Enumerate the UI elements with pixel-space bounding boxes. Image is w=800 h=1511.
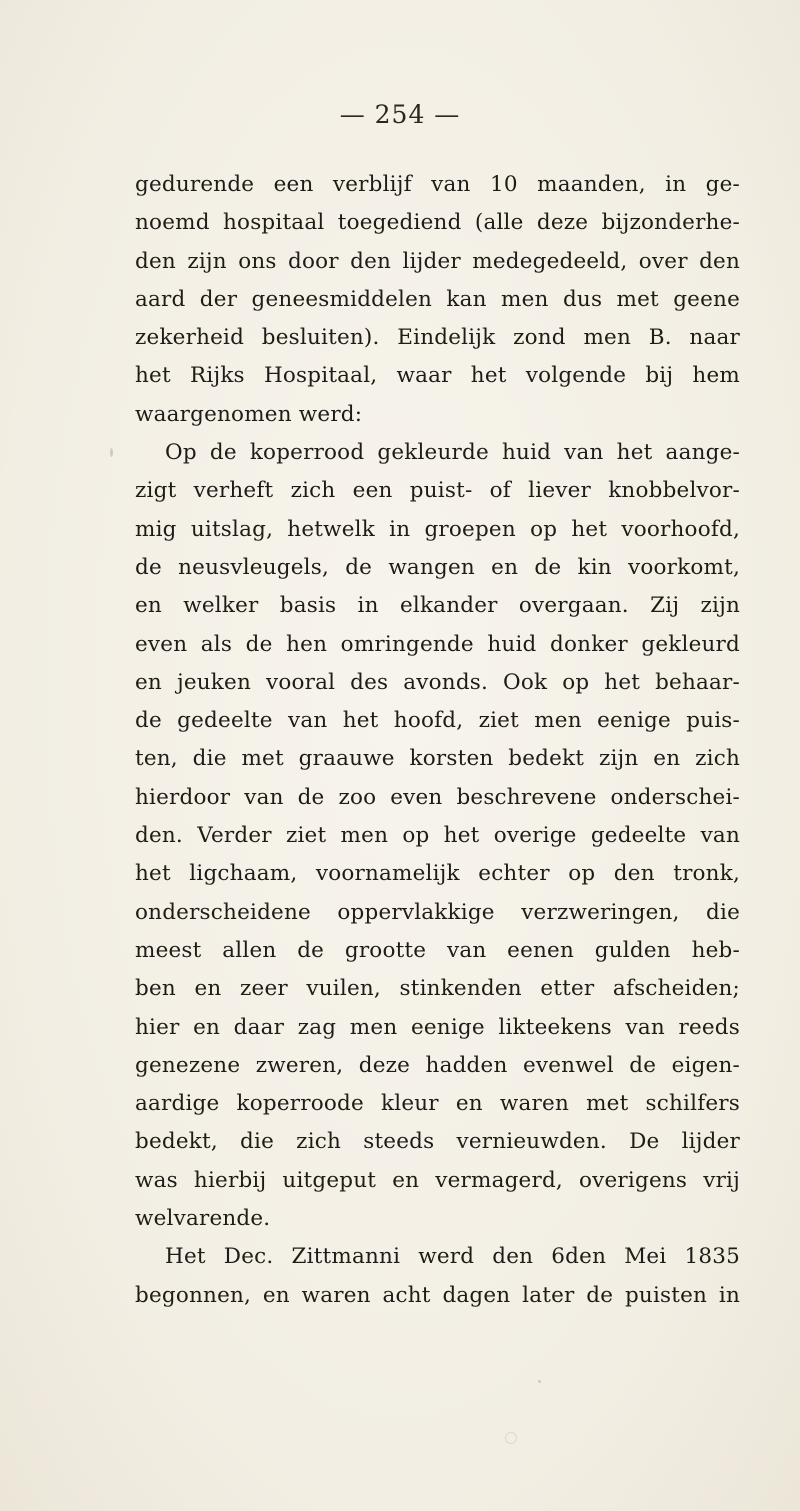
text-line: het ligchaam, voornamelijk echter op den tronk, xyxy=(135,861,740,887)
text-line: de gedeelte van het hoofd, ziet men eenige puis- xyxy=(135,708,740,734)
text-line: welvarende. xyxy=(135,1206,271,1232)
text-line: den zijn ons door den lijder medegedeeld, over den xyxy=(135,248,740,274)
text-line: even als de hen omringende huid donker gekleurd xyxy=(135,631,740,657)
text-line: en welker basis in elkander overgaan. Zij zijn xyxy=(135,593,740,619)
text-line: aard der geneesmiddelen kan men dus met geene xyxy=(135,286,740,312)
text-line: hier en daar zag men eenige likteekens van reeds xyxy=(135,1014,740,1040)
text-line: den. Verder ziet men op het overige gedeelte van xyxy=(135,823,740,849)
body-text xyxy=(135,166,740,1315)
text-line: bedekt, die zich steeds vernieuwden. De lijder xyxy=(135,1129,740,1155)
paper-speck xyxy=(538,1380,541,1383)
text-line: waargenomen werd: xyxy=(135,401,363,427)
text-line: ten, die met graauwe korsten bedekt zijn en zich xyxy=(135,746,740,772)
text-line: genezene zweren, deze hadden evenwel de eigen- xyxy=(135,1052,740,1078)
text-line: mig uitslag, hetwelk in groepen op het voorhoofd, xyxy=(135,516,740,542)
text-line: meest allen de grootte van eenen gulden heb- xyxy=(135,937,740,963)
text-line: gedurende een verblijf van 10 maanden, in ge- xyxy=(135,172,740,197)
text-line: onderscheidene oppervlakkige verzweringen, die xyxy=(135,899,740,925)
text-line: aardige koperroode kleur en waren met schilfers xyxy=(135,1091,740,1117)
text-line: noemd hospitaal toegediend (alle deze bijzonderhe- xyxy=(135,210,740,236)
text-line: Het Dec. Zittmanni werd den 6den Mei 1835 xyxy=(165,1244,740,1270)
text-line: was hierbij uitgeput en vermagerd, overigens vrij xyxy=(135,1167,740,1193)
paper-speck xyxy=(110,448,113,457)
text-line: ben en zeer vuilen, stinkenden etter afscheiden; xyxy=(135,976,740,1002)
text-line: zekerheid besluiten). Eindelijk zond men B. naar xyxy=(135,325,740,351)
text-line: begonnen, en waren acht dagen later de puisten in xyxy=(135,1282,740,1308)
text-line: de neusvleugels, de wangen en de kin voorkomt, xyxy=(135,554,740,580)
page-number: — 254 — xyxy=(339,100,461,129)
paper-speck xyxy=(505,1432,517,1444)
text-line: en jeuken vooral des avonds. Ook op het behaar- xyxy=(135,669,740,695)
text-line: het Rijks Hospitaal, waar het volgende bij hem xyxy=(135,363,740,389)
text-line: Op de koperrood gekleurde huid van het aange- xyxy=(165,440,740,466)
text-line: hierdoor van de zoo even beschrevene onderschei- xyxy=(135,784,740,810)
text-line: zigt verheft zich een puist- of liever knobbelvor- xyxy=(135,478,740,504)
